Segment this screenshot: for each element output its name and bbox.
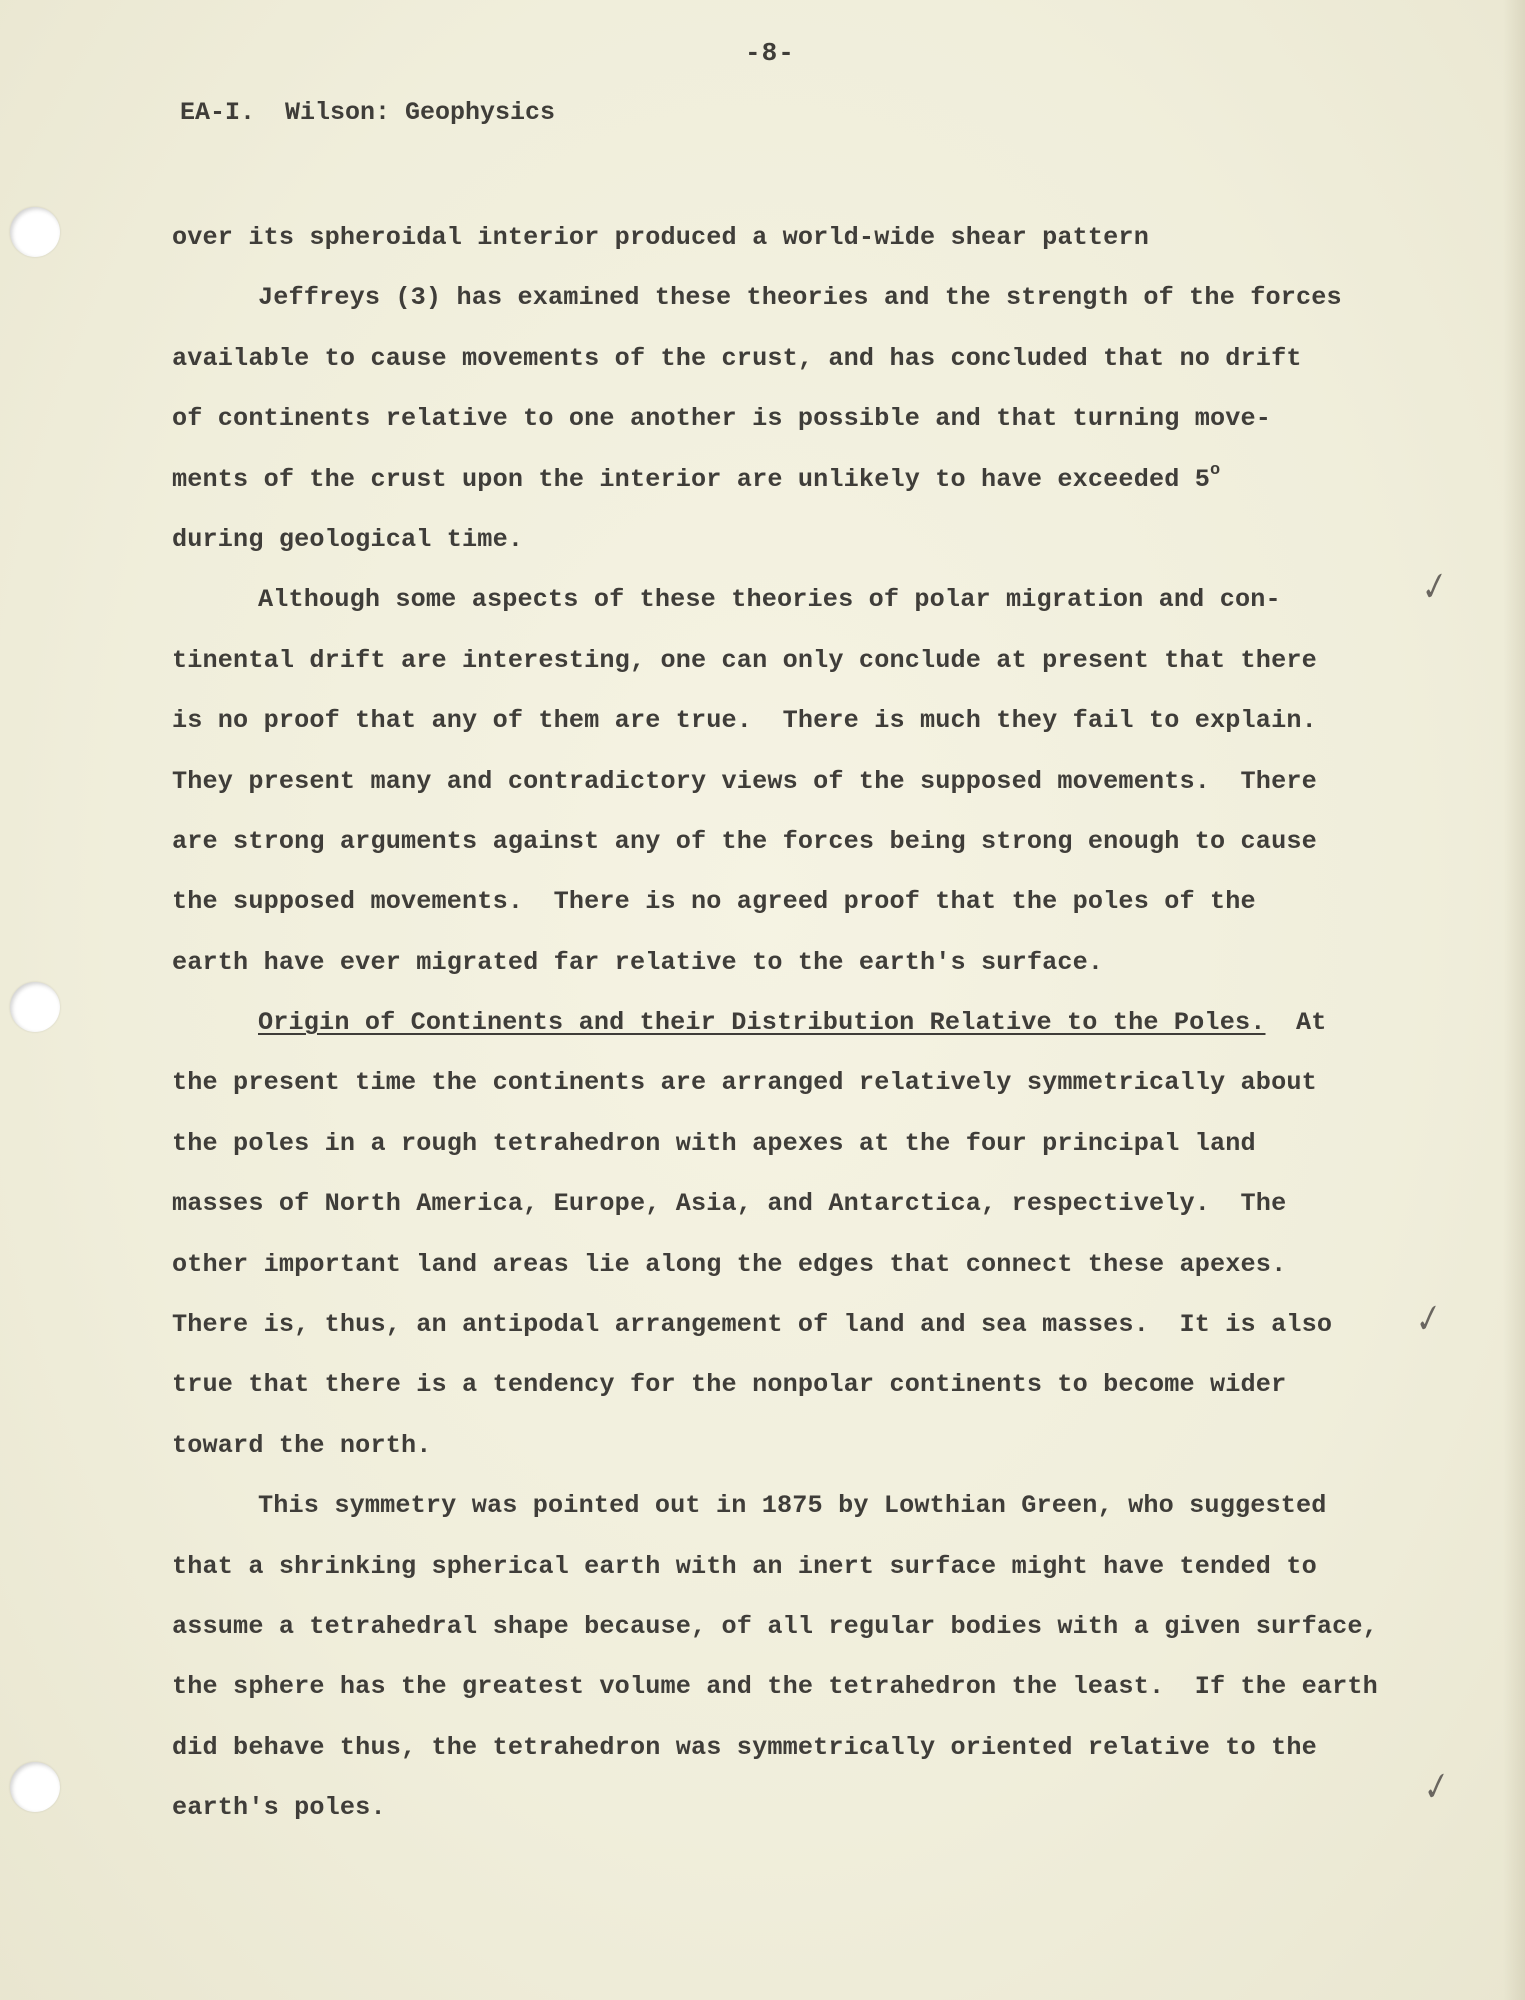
line-text: the present time the continents are arranged relatively symmetrically about [172, 1068, 1317, 1098]
line-text: masses of North America, Europe, Asia, and Antarctica, respectively. The [172, 1189, 1287, 1219]
line-text: did behave thus, the tetrahedron was symmetrically oriented relative to the [172, 1732, 1317, 1762]
punch-hole [10, 982, 60, 1032]
line-text: toward the north. [172, 1430, 432, 1460]
text-line [172, 703, 1392, 763]
line-text: available to cause movements of the crust, and has concluded that no drift [172, 343, 1302, 373]
text-line [172, 1488, 1392, 1548]
text-line [172, 1005, 1392, 1065]
text-line [172, 824, 1392, 884]
margin-check-mark: ✓ [1412, 564, 1453, 612]
line-text: tinental drift are interesting, one can only conclude at present that there [172, 645, 1317, 675]
line-text: other important land areas lie along the edges that connect these apexes. [172, 1249, 1287, 1279]
line-text: true that there is a tendency for the nonpolar continents to become wider [172, 1370, 1287, 1400]
text-line [172, 280, 1392, 340]
text-line [172, 1307, 1392, 1367]
text-line [172, 1065, 1392, 1125]
line-text: are strong arguments against any of the forces being strong enough to cause [172, 826, 1317, 856]
line-text: the sphere has the greatest volume and the tetrahedron the least. If the earth [172, 1672, 1378, 1702]
section-heading: Origin of Continents and their Distribution Relative to the Poles. [258, 1008, 1266, 1038]
line-text: This symmetry was pointed out in 1875 by Lowthian Green, who suggested [258, 1491, 1327, 1521]
running-header: EA-I. Wilson: Geophysics [180, 98, 556, 127]
line-text: earth have ever migrated far relative to the earth's surface. [172, 947, 1104, 977]
text-line [172, 1428, 1392, 1488]
degree-superscript: o [1210, 460, 1221, 480]
line-text: the supposed movements. There is no agreed proof that the poles of the [172, 887, 1256, 917]
text-line [172, 401, 1392, 461]
text-line [172, 1126, 1392, 1186]
line-text: earth's poles. [172, 1793, 386, 1823]
line-text: Jeffreys (3) has examined these theories and the strength of the forces [258, 283, 1342, 313]
page-number: -8- [745, 38, 795, 68]
text-line [172, 945, 1392, 1005]
text-line [172, 522, 1392, 582]
text-line [172, 1247, 1392, 1307]
text-line [172, 341, 1392, 401]
text-line [172, 582, 1392, 642]
text-line [172, 1730, 1392, 1790]
text-line [172, 1609, 1392, 1669]
line-text: ments of the crust upon the interior are unlikely to have exceeded 5 [172, 464, 1211, 494]
line-text: during geological time. [172, 524, 524, 554]
text-line [172, 1790, 1392, 1850]
line-text: assume a tetrahedral shape because, of all regular bodies with a given surface, [172, 1611, 1378, 1641]
line-text: over its spheroidal interior produced a world-wide shear pattern [172, 223, 1149, 252]
line-text: the poles in a rough tetrahedron with apexes at the four principal land [172, 1128, 1256, 1158]
text-line [172, 1669, 1392, 1729]
line-text: is no proof that any of them are true. There is much they fail to explain. [172, 706, 1317, 736]
margin-check-mark: ✓ [1414, 1764, 1455, 1812]
text-line [172, 764, 1392, 824]
line-text: of continents relative to one another is possible and that turning move- [172, 404, 1272, 434]
page-edge-shadow [1503, 0, 1525, 2000]
line-text: Although some aspects of these theories of polar migration and con- [258, 585, 1281, 615]
body-text [172, 220, 1392, 1851]
text-line [172, 1186, 1392, 1246]
text-line [172, 462, 1392, 522]
punch-hole [10, 207, 60, 257]
line-text: They present many and contradictory views of the supposed movements. There [172, 766, 1317, 796]
margin-check-mark: ✓ [1406, 1296, 1447, 1344]
text-line [172, 220, 1392, 280]
text-line [172, 1549, 1392, 1609]
line-text: At [1265, 1008, 1327, 1038]
text-line [172, 1367, 1392, 1427]
punch-hole [10, 1762, 60, 1812]
text-line [172, 643, 1392, 703]
text-line [172, 884, 1392, 944]
line-text: There is, thus, an antipodal arrangement of land and sea masses. It is also [172, 1310, 1333, 1340]
line-text: that a shrinking spherical earth with an inert surface might have tended to [172, 1551, 1317, 1581]
